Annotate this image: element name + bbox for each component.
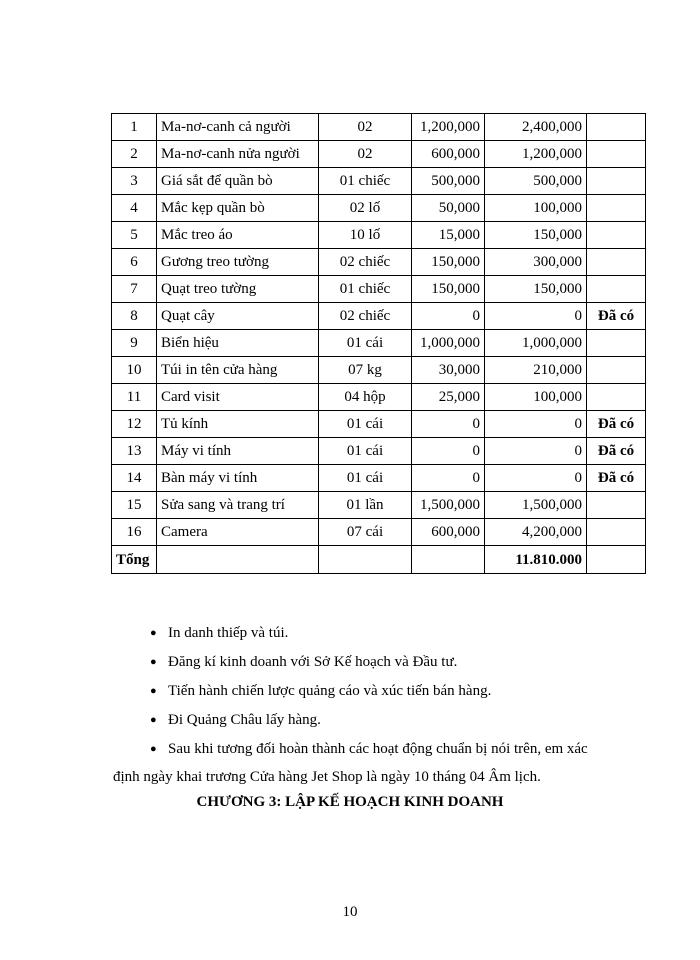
cell-stt: 2 (112, 141, 157, 168)
cell-note (587, 384, 646, 411)
cell-line-total: 0 (485, 438, 587, 465)
cell-quantity: 01 cái (319, 330, 412, 357)
cell-stt: 5 (112, 222, 157, 249)
cell-line-total: 210,000 (485, 357, 587, 384)
bullet-item: ● Đăng kí kinh doanh với Sở Kế hoạch và Đầu tư. (150, 648, 491, 677)
cell-quantity: 02 (319, 114, 412, 141)
paragraph-line-2: định ngày khai trương Cửa hàng Jet Shop là ngày 10 tháng 04 Âm lịch. (113, 769, 541, 785)
bullet-item: ● In danh thiếp và túi. (150, 619, 491, 648)
bullet-icon: ● (150, 627, 157, 639)
table-row (112, 303, 646, 330)
table-row (112, 357, 646, 384)
cost-table (111, 113, 646, 574)
chapter-title: CHƯƠNG 3: LẬP KẾ HOẠCH KINH DOANH (196, 794, 504, 810)
cell-line-total: 300,000 (485, 249, 587, 276)
cell-note (587, 168, 646, 195)
cell-stt: 3 (112, 168, 157, 195)
cell-unit-price: 1,000,000 (412, 330, 485, 357)
cell-unit-price: 500,000 (412, 168, 485, 195)
table-row (112, 195, 646, 222)
table-row (112, 276, 646, 303)
cell-stt: 6 (112, 249, 157, 276)
total-value: 11.810.000 (485, 546, 587, 574)
cell-empty (157, 546, 319, 574)
cell-unit-price: 15,000 (412, 222, 485, 249)
cell-note (587, 330, 646, 357)
cell-stt: 15 (112, 492, 157, 519)
cell-line-total: 500,000 (485, 168, 587, 195)
cell-unit-price: 30,000 (412, 357, 485, 384)
cell-item-name: Giá sắt để quần bò (157, 168, 319, 195)
cell-note (587, 519, 646, 546)
cell-quantity: 07 cái (319, 519, 412, 546)
cell-item-name: Ma-nơ-canh cả người (157, 114, 319, 141)
cell-quantity: 04 hộp (319, 384, 412, 411)
cell-quantity: 01 chiếc (319, 276, 412, 303)
cell-unit-price: 150,000 (412, 276, 485, 303)
paragraph-line-1: ● Sau khi tương đối hoàn thành các hoạt động chuẩn bị nói trên, em xác (113, 735, 633, 763)
cell-item-name: Mắc treo áo (157, 222, 319, 249)
cell-quantity: 02 chiếc (319, 303, 412, 330)
bullet-icon: ● (150, 714, 157, 726)
cell-quantity: 01 cái (319, 438, 412, 465)
cell-item-name: Quạt cây (157, 303, 319, 330)
cell-line-total: 2,400,000 (485, 114, 587, 141)
bullet-item: ● Đi Quảng Châu lấy hàng. (150, 706, 491, 735)
cell-stt: 4 (112, 195, 157, 222)
cell-item-name: Ma-nơ-canh nửa người (157, 141, 319, 168)
cost-table-body (112, 114, 646, 574)
cell-note (587, 141, 646, 168)
page-number: 10 (342, 904, 358, 920)
cell-quantity: 02 (319, 141, 412, 168)
cell-item-name: Camera (157, 519, 319, 546)
cell-unit-price: 600,000 (412, 519, 485, 546)
bullet-list (150, 619, 491, 735)
cell-note (587, 492, 646, 519)
table-row (112, 249, 646, 276)
table-row (112, 384, 646, 411)
cell-item-name: Tủ kính (157, 411, 319, 438)
cell-quantity: 02 chiếc (319, 249, 412, 276)
cell-item-name: Card visit (157, 384, 319, 411)
bullet-icon: ● (150, 685, 157, 697)
cell-note: Đã có (587, 465, 646, 492)
cell-line-total: 1,200,000 (485, 141, 587, 168)
cell-note (587, 114, 646, 141)
cell-stt: 14 (112, 465, 157, 492)
cell-item-name: Gương treo tường (157, 249, 319, 276)
table-row (112, 438, 646, 465)
cell-unit-price: 0 (412, 303, 485, 330)
cell-line-total: 1,000,000 (485, 330, 587, 357)
cell-note (587, 249, 646, 276)
cell-item-name: Sửa sang và trang trí (157, 492, 319, 519)
cell-quantity: 01 chiếc (319, 168, 412, 195)
cell-line-total: 0 (485, 411, 587, 438)
bullet-item: ● Tiến hành chiến lược quảng cáo và xúc tiến bán hàng. (150, 677, 491, 706)
cell-unit-price: 1,200,000 (412, 114, 485, 141)
cell-note (587, 276, 646, 303)
cell-line-total: 100,000 (485, 195, 587, 222)
cell-unit-price: 0 (412, 438, 485, 465)
cell-empty (319, 546, 412, 574)
cell-stt: 13 (112, 438, 157, 465)
cell-quantity: 07 kg (319, 357, 412, 384)
cell-stt: 1 (112, 114, 157, 141)
total-label: Tổng (112, 546, 157, 574)
cell-note (587, 222, 646, 249)
table-row (112, 222, 646, 249)
cell-quantity: 01 cái (319, 411, 412, 438)
cell-stt: 11 (112, 384, 157, 411)
table-total-row (112, 546, 646, 574)
cell-empty (412, 546, 485, 574)
cell-stt: 10 (112, 357, 157, 384)
table-row (112, 141, 646, 168)
cell-quantity: 01 lần (319, 492, 412, 519)
cell-unit-price: 600,000 (412, 141, 485, 168)
table-row (112, 465, 646, 492)
closing-paragraph (113, 735, 633, 791)
cell-stt: 12 (112, 411, 157, 438)
cell-item-name: Mắc kẹp quần bò (157, 195, 319, 222)
cell-item-name: Biển hiệu (157, 330, 319, 357)
cell-note: Đã có (587, 438, 646, 465)
cell-note: Đã có (587, 303, 646, 330)
table-row (112, 114, 646, 141)
cell-unit-price: 1,500,000 (412, 492, 485, 519)
cell-unit-price: 0 (412, 411, 485, 438)
table-row (112, 492, 646, 519)
cell-line-total: 100,000 (485, 384, 587, 411)
cell-empty (587, 546, 646, 574)
bullet-icon: ● (150, 656, 157, 668)
cell-line-total: 0 (485, 465, 587, 492)
cell-quantity: 01 cái (319, 465, 412, 492)
cell-unit-price: 150,000 (412, 249, 485, 276)
cell-unit-price: 50,000 (412, 195, 485, 222)
cell-stt: 16 (112, 519, 157, 546)
cell-quantity: 02 lố (319, 195, 412, 222)
cell-unit-price: 25,000 (412, 384, 485, 411)
cell-line-total: 1,500,000 (485, 492, 587, 519)
table-row (112, 168, 646, 195)
cell-item-name: Túi in tên cửa hàng (157, 357, 319, 384)
cell-unit-price: 0 (412, 465, 485, 492)
cell-line-total: 150,000 (485, 276, 587, 303)
cell-item-name: Máy vi tính (157, 438, 319, 465)
cell-item-name: Bàn máy vi tính (157, 465, 319, 492)
cell-stt: 8 (112, 303, 157, 330)
cell-line-total: 0 (485, 303, 587, 330)
table-row (112, 411, 646, 438)
table-row (112, 330, 646, 357)
cell-line-total: 150,000 (485, 222, 587, 249)
cell-line-total: 4,200,000 (485, 519, 587, 546)
cell-quantity: 10 lố (319, 222, 412, 249)
cell-note: Đã có (587, 411, 646, 438)
bullet-icon: ● (150, 743, 157, 755)
cell-stt: 7 (112, 276, 157, 303)
cell-stt: 9 (112, 330, 157, 357)
cell-item-name: Quạt treo tường (157, 276, 319, 303)
table-row (112, 519, 646, 546)
cell-note (587, 195, 646, 222)
cell-note (587, 357, 646, 384)
